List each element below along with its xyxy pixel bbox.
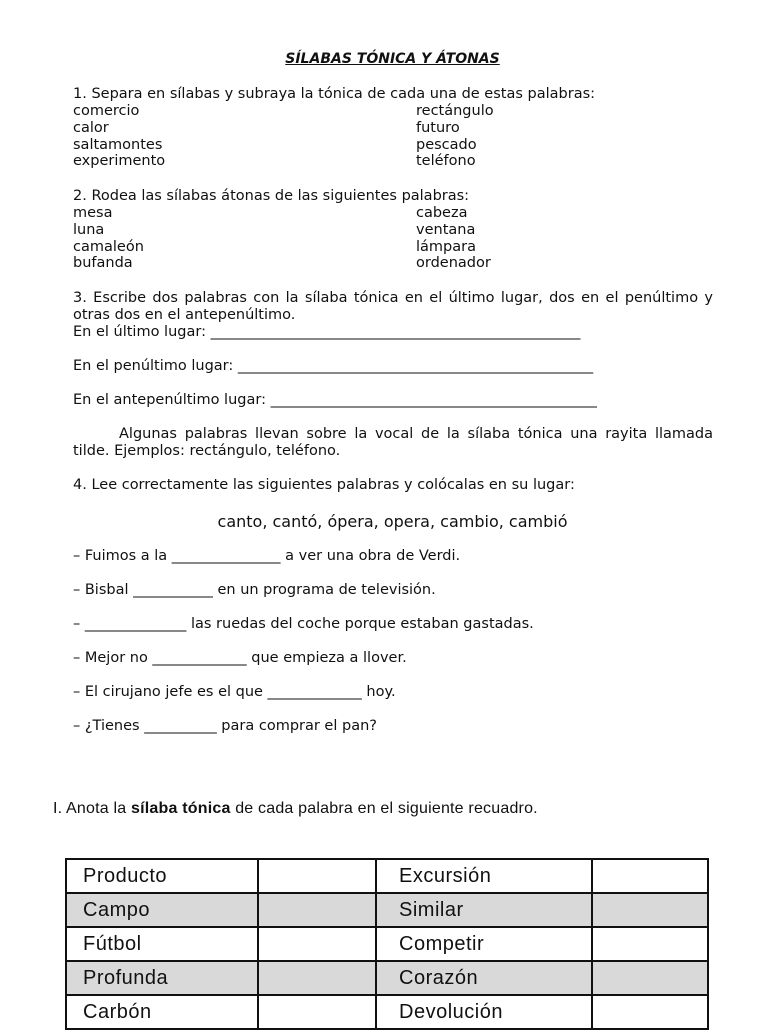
stressed-syllable-table <box>65 858 709 1030</box>
word-cell: Excursión <box>376 859 592 893</box>
word-cell: Campo <box>66 893 258 927</box>
answer-cell[interactable] <box>592 859 708 893</box>
exercise-4-prompt: 4. Lee correctamente las siguientes palabras y colócalas en su lugar: <box>73 477 575 493</box>
word-item: experimento <box>73 153 166 170</box>
task-prefix: I. Anota la <box>53 800 132 817</box>
word-cell: Similar <box>376 893 592 927</box>
fill-sentence[interactable]: – ______________ las ruedas del coche porque estaban gastadas. <box>73 616 534 632</box>
fill-sentence[interactable]: – Fuimos a la _______________ a ver una obra de Verdi. <box>73 548 461 564</box>
fill-sentence[interactable]: – El cirujano jefe es el que _____________ hoy. <box>73 684 396 700</box>
word-cell: Competir <box>376 927 592 961</box>
exercise-3-prompt: 3. Escribe dos palabras con la sílaba tónica en el último lugar, dos en el penúltimo y otras dos en el antepenúltimo. <box>73 290 713 323</box>
word-bank: canto, cantó, ópera, opera, cambio, cambió <box>217 512 568 531</box>
word-item: comercio <box>73 103 140 119</box>
word-cell: Carbón <box>66 995 258 1029</box>
exercise-1-prompt: 1. Separa en sílabas y subraya la tónica de cada una de estas palabras: <box>73 86 596 102</box>
word-cell: Devolución <box>376 995 592 1029</box>
exercise-2-left-words <box>73 205 144 272</box>
exercise-2-prompt: 2. Rodea las sílabas átonas de las siguientes palabras: <box>73 188 470 204</box>
word-cell: Profunda <box>66 961 258 995</box>
word-item: ordenador <box>416 255 491 272</box>
word-item: luna <box>73 221 105 238</box>
answer-cell[interactable] <box>258 893 376 927</box>
table-row <box>66 927 708 961</box>
stressed-syllable-task-prompt <box>53 800 538 818</box>
penultimate-syllable-answer-line[interactable]: En el penúltimo lugar: _________________________________________________ <box>73 358 594 374</box>
answer-cell[interactable] <box>258 927 376 961</box>
word-cell: Producto <box>66 859 258 893</box>
fill-sentence[interactable]: – Bisbal ___________ en un programa de televisión. <box>73 582 436 598</box>
answer-cell[interactable] <box>592 893 708 927</box>
task-suffix: de cada palabra en el siguiente recuadro. <box>230 800 538 817</box>
last-syllable-answer-line[interactable]: En el último lugar: ___________________________________________________ <box>73 324 581 340</box>
word-item: rectángulo <box>416 103 494 119</box>
exercise-1-left-words <box>73 103 165 170</box>
task-bold-term: sílaba tónica <box>131 800 231 817</box>
word-item: calor <box>73 119 109 136</box>
word-item: cabeza <box>416 205 468 221</box>
exercise-1-right-words <box>416 103 494 170</box>
table-row <box>66 961 708 995</box>
table-row <box>66 859 708 893</box>
word-cell: Fútbol <box>66 927 258 961</box>
word-item: mesa <box>73 205 113 221</box>
word-item: futuro <box>416 119 460 136</box>
exercise-2-right-words <box>416 205 491 272</box>
word-item: bufanda <box>73 255 133 272</box>
word-item: ventana <box>416 221 476 238</box>
word-item: camaleón <box>73 238 144 255</box>
word-item: lámpara <box>416 238 476 255</box>
answer-cell[interactable] <box>592 961 708 995</box>
table-row <box>66 893 708 927</box>
fill-sentence[interactable]: – Mejor no _____________ que empieza a llover. <box>73 650 407 666</box>
word-item: saltamontes <box>73 136 163 153</box>
word-item: teléfono <box>416 153 476 170</box>
page-title: SÍLABAS TÓNICA Y ÁTONAS <box>285 51 500 67</box>
antepenultimate-syllable-answer-line[interactable]: En el antepenúltimo lugar: _____________________________________________ <box>73 392 597 408</box>
fill-sentence[interactable]: – ¿Tienes __________ para comprar el pan? <box>73 718 377 734</box>
answer-cell[interactable] <box>258 859 376 893</box>
word-item: pescado <box>416 136 477 153</box>
word-cell: Corazón <box>376 961 592 995</box>
answer-cell[interactable] <box>592 927 708 961</box>
tilde-note: Algunas palabras llevan sobre la vocal de la sílaba tónica una rayita llamada tilde. Ejemplos: rectángulo, teléfono. <box>73 426 713 459</box>
answer-cell[interactable] <box>258 961 376 995</box>
